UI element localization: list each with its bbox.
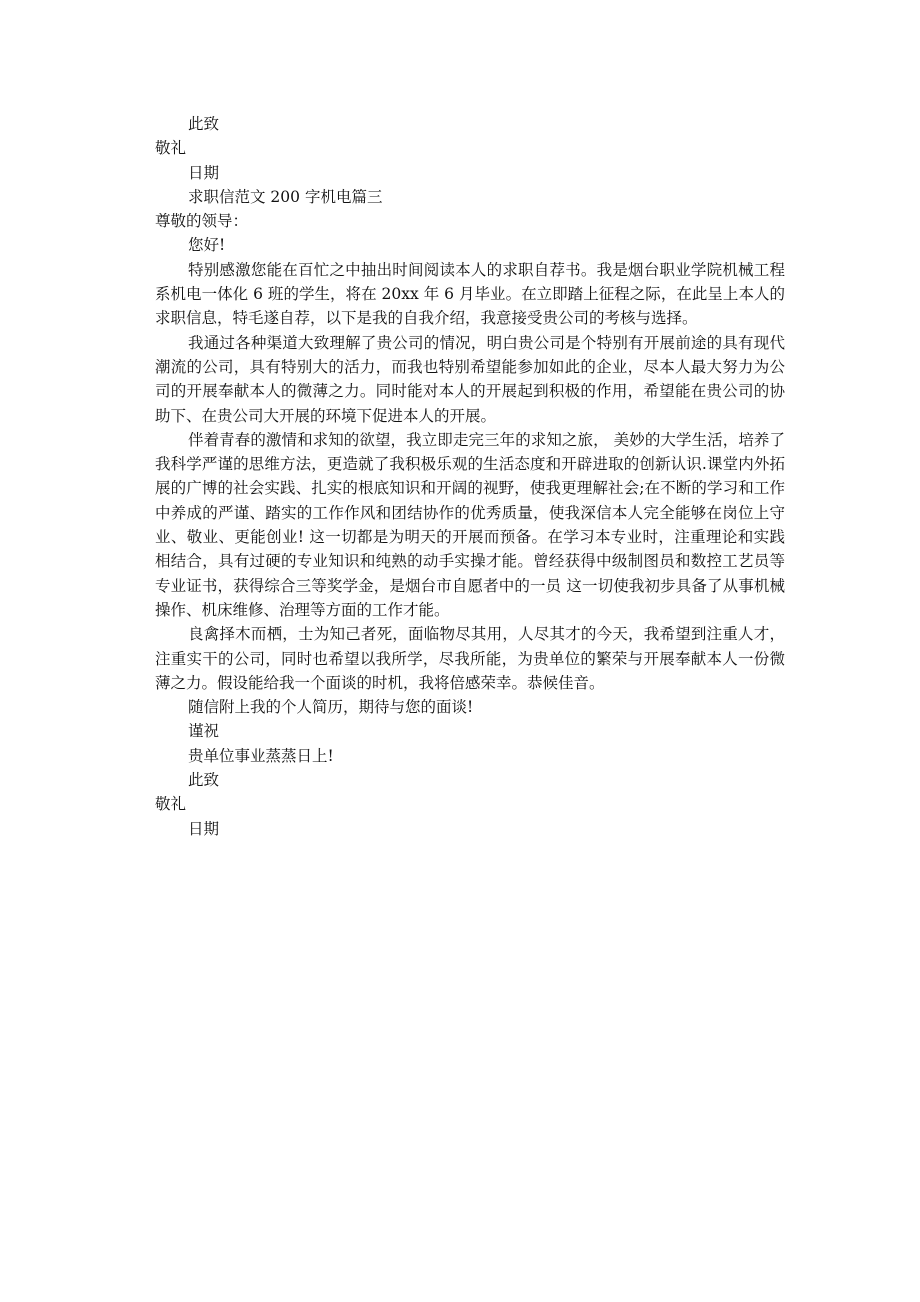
date-line: 日期 [188,819,220,838]
letter-body [155,112,785,841]
section-title: 求职信范文 200 字机电篇三 [188,187,383,206]
top-closing-line-1: 此致 [188,115,220,133]
wish-line-2: 贵单位事业蒸蒸日上! [188,746,334,765]
salutation: 尊敬的领导： [155,212,249,231]
closing-line-2: 敬礼 [155,795,187,814]
top-closing-line-2: 敬礼 [155,139,187,158]
attachment-note: 随信附上我的个人简历，期待与您的面谈! [188,698,474,717]
paragraph-experience: 伴着青春的激情和求知的欲望，我立即走完三年的求知之旅， 美妙的大学生活，培养了我科学严谨的思维方法，更造就了我积极乐观的生活态度和开辟进取的创新认识.课堂内外拓展的广博的社会实践、扎实的根底知识和开阔的视野，使我更理解社会;在不断的学习和工作中养成的严谨、踏实的工作作风和团结协作的优秀质量，使我深信本人完全能够在岗位上守业、敬业、更能创业! 这一切都是为明天的开展而预备。在学习本专业时，注重理论和实践相结合，具有过硬的专业知识和纯熟的动手实操才能。曾经获得中级制图员和数控工艺员等专业证书，获得综合三等奖学金，是烟台市自愿者中的一员 这一切使我初步具备了从事机械操作、机床维修、治理等方面的工作才能。 [155,430,785,619]
greeting: 您好! [188,236,226,255]
top-date: 日期 [188,163,220,182]
paragraph-company: 我通过各种渠道大致理解了贵公司的情况，明白贵公司是个特别有开展前途的具有现代潮流的公司，具有特别大的活力，而我也特别希望能参加如此的企业，尽本人最大努力为公司的开展奉献本人的微薄之力。同时能对本人的开展起到积极的作用，希望能在贵公司的协助下、在贵公司大开展的环境下促进本人的开展。 [155,333,785,425]
paragraph-aspiration: 良禽择木而栖，士为知己者死，面临物尽其用，人尽其才的今天，我希望到注重人才，注重实干的公司，同时也希望以我所学，尽我所能，为贵单位的繁荣与开展奉献本人一份微薄之力。假设能给我一个面谈的时机，我将倍感荣幸。恭候佳音。 [155,625,785,692]
closing-line-1: 此致 [188,771,220,790]
paragraph-intro: 特别感激您能在百忙之中抽出时间阅读本人的求职自荐书。我是烟台职业学院机械工程系机电一体化 6 班的学生，将在 20xx 年 6 月毕业。在立即踏上征程之际，在此呈上本人的求职信息，特毛遂自荐，以下是我的自我介绍，我意接受贵公司的考核与选择。 [155,260,785,328]
wish-line-1: 谨祝 [188,722,220,741]
